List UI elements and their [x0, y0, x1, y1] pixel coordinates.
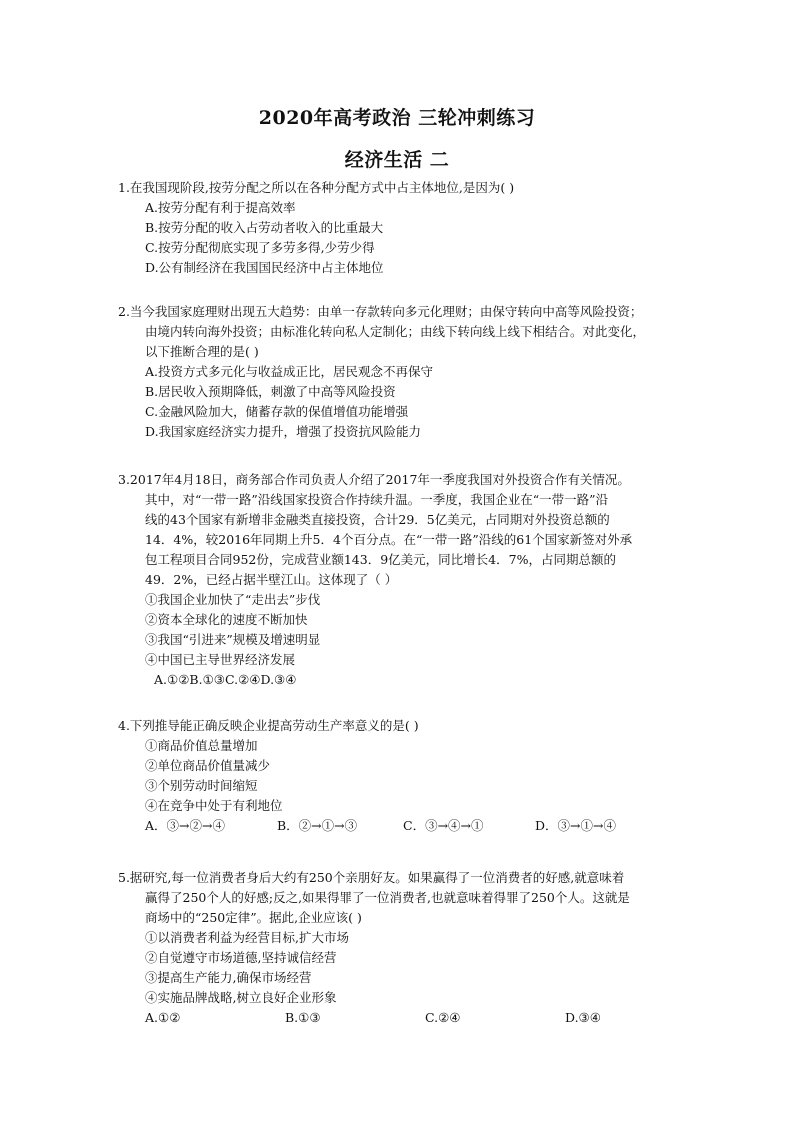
question-3	[118, 470, 708, 690]
question-4-choice-c: C．③→④→①	[403, 818, 484, 833]
question-5-item-4: ④实施品牌战略,树立良好企业形象	[145, 990, 337, 1005]
question-3-stem-line: 49．2%，已经占据半壁江山。这体现了（ ）	[145, 572, 398, 587]
question-5-stem-line: 赢得了250个人的好感;反之,如果得罪了一位消费者,也就意味着得罪了250个人。这就是	[145, 890, 630, 905]
question-4-item-4: ④在竞争中处于有利地位	[145, 798, 283, 813]
question-2-option-a: A.投资方式多元化与收益成正比，居民观念不再保守	[145, 364, 434, 379]
question-2	[118, 302, 708, 442]
question-2-option-b: B.居民收入预期降低，刺激了中高等风险投资	[145, 384, 396, 399]
page-title: 2020年高考政治 三轮冲刺练习	[258, 107, 536, 129]
question-2-option-c: C.金融风险加大，储蓄存款的保值增值功能增强	[145, 404, 409, 419]
question-3-stem-line: 3.2017年4月18日，商务部合作司负责人介绍了2017年一季度我国对外投资合作有关情况。	[118, 472, 630, 487]
question-5-item-3: ③提高生产能力,确保市场经营	[145, 970, 312, 985]
question-4-choice-b: B．②→①→③	[277, 818, 358, 833]
question-5-stem-line: 商场中的“250定律”。据此,企业应该( )	[145, 910, 362, 925]
question-3-answer-choices: A.①②B.①③C.②④D.③④	[154, 672, 297, 687]
question-5-choice-a: A.①②	[145, 1010, 181, 1025]
question-2-stem-line: 2.当今我国家庭理财出现五大趋势：由单一存款转向多元化理财；由保守转向中高等风险投资；	[118, 304, 643, 319]
question-5-stem-line: 5.据研究,每一位消费者身后大约有250个亲朋好友。如果赢得了一位消费者的好感,就意味着	[118, 870, 625, 885]
question-3-item-1: ①我国企业加快了“走出去”步伐	[145, 592, 321, 607]
question-1-stem: 1.在我国现阶段,按劳分配之所以在各种分配方式中占主体地位,是因为( )	[118, 180, 515, 195]
question-3-item-2: ②资本全球化的速度不断加快	[145, 612, 308, 627]
question-2-option-d: D.我国家庭经济实力提升，增强了投资抗风险能力	[145, 424, 422, 439]
question-4-item-1: ①商品价值总量增加	[145, 738, 258, 753]
question-3-stem-line: 其中，对“一带一路”沿线国家投资合作持续升温。一季度，我国企业在“一带一路”沿	[145, 492, 609, 507]
question-5-item-2: ②自觉遵守市场道德,坚持诚信经营	[145, 950, 337, 965]
question-5	[118, 868, 708, 1028]
question-4-item-3: ③个别劳动时间缩短	[145, 778, 258, 793]
question-4-choice-d: D．③→①→④	[535, 818, 616, 833]
question-3-item-4: ④中国已主导世界经济发展	[145, 652, 296, 667]
question-5-choices	[118, 1008, 708, 1028]
question-4-choices	[118, 816, 708, 836]
question-3-stem-line: 14．4%，较2016年同期上升5．4个百分点。在“一带一路”沿线的61个国家新签对外承	[145, 532, 633, 547]
question-5-choice-c: C.②④	[425, 1010, 461, 1025]
question-3-stem-line: 包工程项目合同952份，完成营业额143．9亿美元，同比增长4．7%，占同期总额的	[145, 552, 616, 567]
question-3-item-3: ③我国“引进来”规模及增速明显	[145, 632, 321, 647]
question-5-choice-d: D.③④	[565, 1010, 601, 1025]
page-subtitle: 经济生活 二	[344, 149, 450, 171]
question-5-item-1: ①以消费者利益为经营目标,扩大市场	[145, 930, 349, 945]
question-3-stem-line: 线的43个国家有新增非金融类直接投资，合计29．5亿美元，占同期对外投资总额的	[145, 512, 610, 527]
question-4-stem: 4.下列推导能正确反映企业提高劳动生产率意义的是( )	[118, 718, 419, 733]
question-5-choice-b: B.①③	[285, 1010, 321, 1025]
question-1-option-d: D.公有制经济在我国国民经济中占主体地位	[145, 260, 384, 275]
question-1-option-b: B.按劳分配的收入占劳动者收入的比重最大	[145, 220, 384, 235]
question-4-item-2: ②单位商品价值量减少	[145, 758, 271, 773]
question-2-stem-line: 以下推断合理的是( )	[145, 344, 259, 359]
question-1-option-c: C.按劳分配彻底实现了多劳多得,少劳少得	[145, 240, 375, 255]
question-1	[118, 178, 708, 278]
question-1-option-a: A.按劳分配有利于提高效率	[145, 200, 296, 215]
question-2-stem-line: 由境内转向海外投资；由标准化转向私人定制化；由线下转向线上线下相结合。对此变化，	[145, 324, 646, 339]
question-4	[118, 716, 708, 836]
question-4-choice-a: A．③→②→④	[145, 818, 225, 833]
